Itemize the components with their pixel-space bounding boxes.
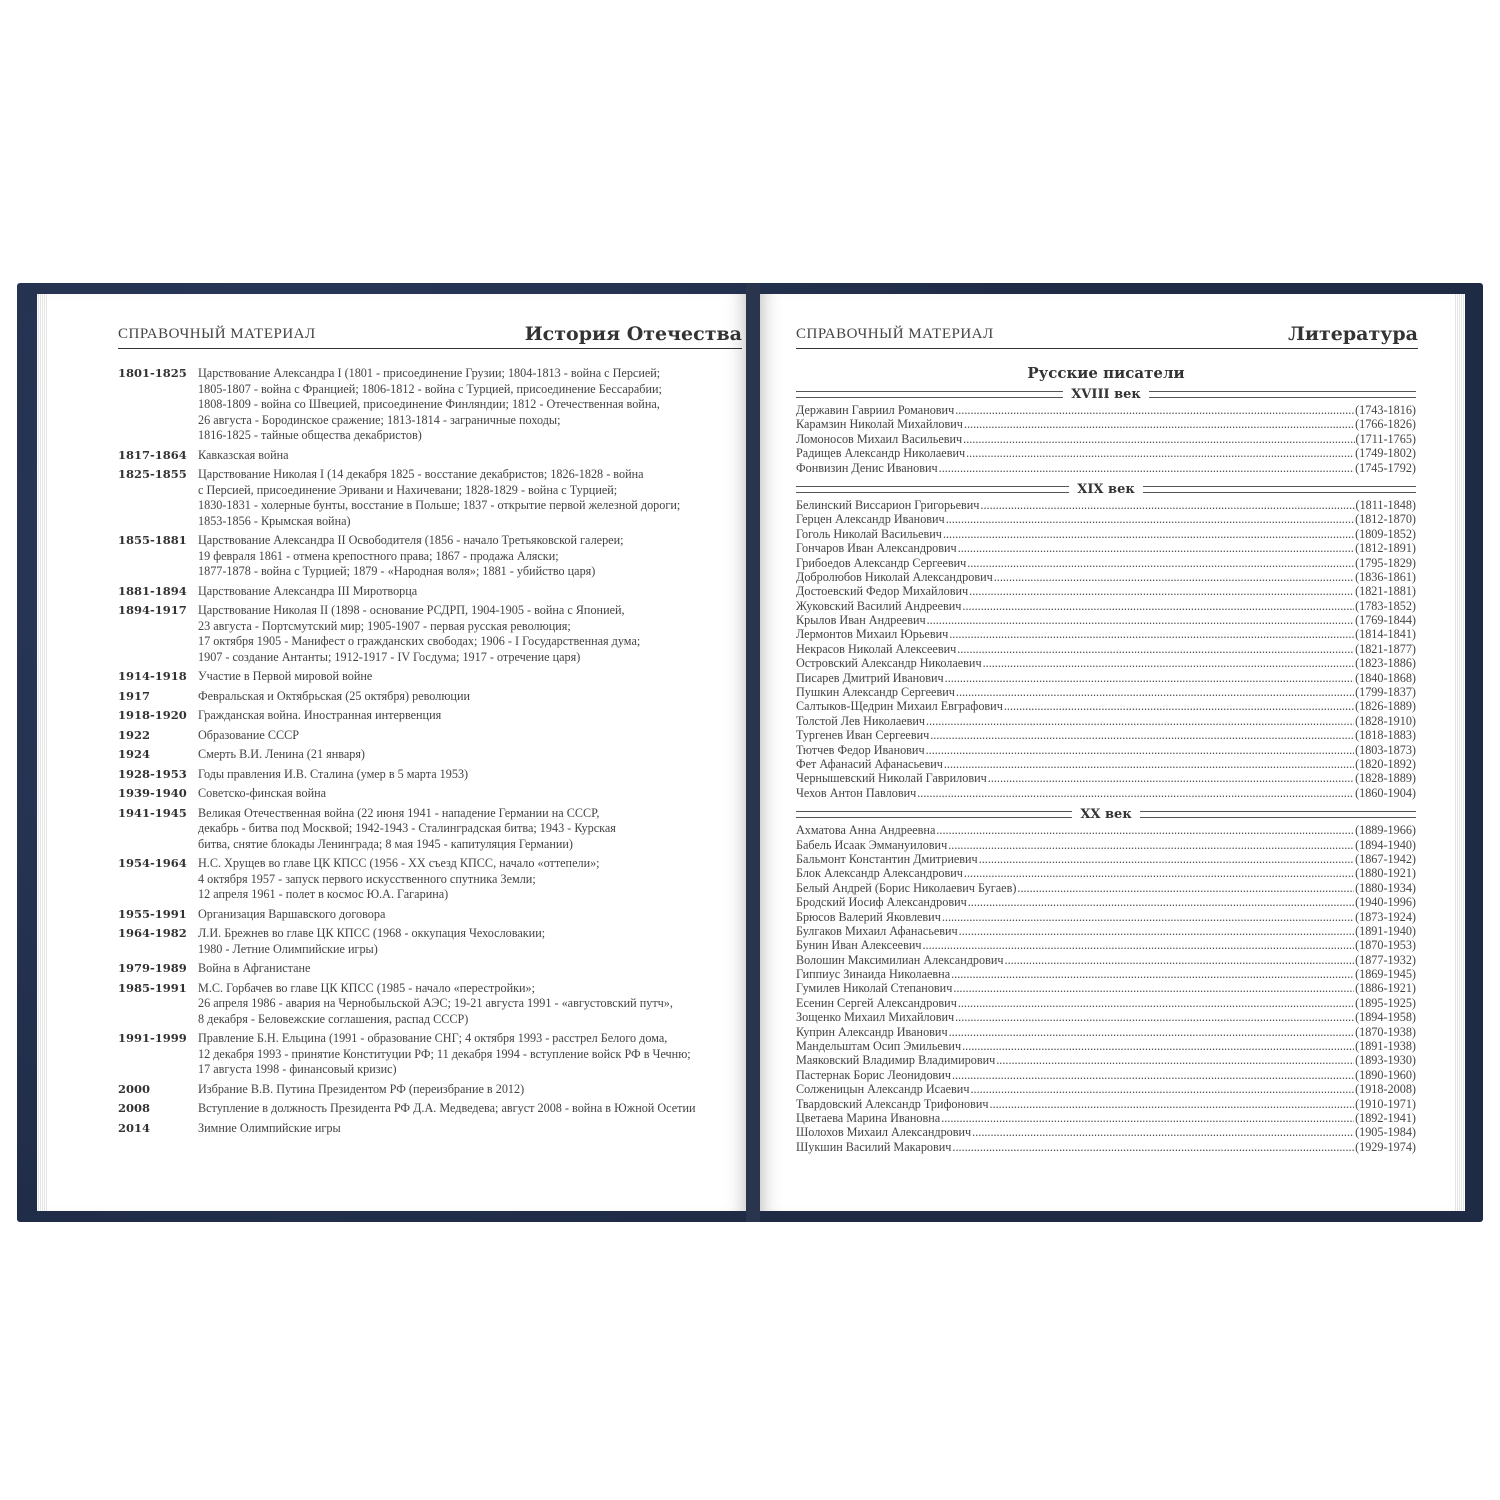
timeline-years: 1941-1945 — [118, 805, 187, 820]
timeline-text: Царствование Николая II (1898 - основание РСДРП, 1904-1905 - война с Японией, 23 августа - Портсмутский мир; 1905-1907 - первая русская революция; 17 октября 1905 - Манифест о гражданских свободах; 1906 - I Государственная дума; 1907 - создание Антанты; 1912-1917 - IV Госдума; 1917 - отречение царя) — [198, 603, 641, 664]
leader-dots — [942, 910, 1354, 924]
leader-dots — [964, 417, 1354, 431]
writer-name: Жуковский Василий Андреевич — [796, 598, 962, 613]
writer-years: (1891-1938) — [1355, 1039, 1416, 1054]
leader-dots — [926, 743, 1354, 757]
writer-years: (1877-1932) — [1355, 952, 1416, 967]
left-page-header — [118, 318, 742, 349]
leader-dots — [996, 1053, 1354, 1067]
writer-name: Тургенев Иван Сергеевич — [796, 728, 930, 743]
writer-row — [796, 1010, 1416, 1024]
timeline-entry — [118, 806, 738, 853]
writers-list — [796, 362, 1416, 1160]
writer-row — [796, 642, 1416, 656]
timeline-entry — [118, 708, 738, 724]
timeline-years: 1801-1825 — [118, 366, 187, 380]
writer-name: Булгаков Михаил Афанасьевич — [796, 923, 958, 938]
leader-dots — [962, 1039, 1354, 1053]
timeline-text: Советско-финская война — [198, 786, 327, 800]
writer-years: (1910-1971) — [1355, 1096, 1416, 1111]
timeline-text: Избрание В.В. Путина Президентом РФ (переизбрание в 2012) — [198, 1081, 525, 1096]
writer-years: (1905-1984) — [1355, 1125, 1416, 1140]
timeline-years: 1894-1917 — [118, 603, 187, 617]
writer-years: (1893-1930) — [1355, 1053, 1416, 1068]
timeline-text: Смерть В.И. Ленина (21 января) — [198, 747, 365, 761]
century-rule — [1140, 811, 1416, 818]
timeline-text: Организация Варшавского договора — [198, 906, 386, 921]
book-spine-gutter — [746, 283, 760, 1222]
timeline-text: Зимние Олимпийские игры — [198, 1120, 341, 1135]
writer-row — [796, 967, 1416, 981]
century-rule — [1149, 391, 1416, 398]
timeline-years: 1939-1940 — [118, 786, 187, 800]
writer-name: Бродский Иосиф Александрович — [796, 895, 967, 910]
writer-name: Добролюбов Николай Александрович — [796, 569, 993, 584]
writer-years: (1711-1765) — [1355, 431, 1416, 446]
leader-dots — [941, 1111, 1354, 1125]
writer-name: Салтыков-Щедрин Михаил Евграфович — [796, 699, 1003, 714]
century-heading — [796, 806, 1416, 823]
century-label: XVIII век — [1071, 387, 1141, 402]
writer-name: Фонвизин Денис Иванович — [796, 460, 938, 475]
writer-years: (1823-1886) — [1355, 656, 1416, 671]
leader-dots — [983, 656, 1354, 670]
leader-dots — [922, 938, 1354, 952]
writer-name: Твардовский Александр Трифонович — [796, 1096, 989, 1111]
leader-dots — [956, 685, 1354, 699]
writer-name: Крылов Иван Андреевич — [796, 613, 926, 628]
writer-name: Волошин Максимилиан Александрович — [796, 952, 1004, 967]
timeline-years: 1825-1855 — [118, 467, 187, 481]
timeline-years: 2014 — [118, 1120, 151, 1135]
timeline-entry — [118, 786, 738, 802]
writer-row — [796, 403, 1416, 417]
timeline-years: 1991-1999 — [118, 1031, 187, 1045]
leader-dots — [958, 541, 1354, 555]
writer-years: (1799-1837) — [1355, 685, 1416, 700]
timeline-text: Вступление в должность Президента РФ Д.А. Медведева; август 2008 - война в Южной Осетии — [198, 1101, 696, 1115]
writer-row — [796, 1097, 1416, 1111]
writer-years: (1749-1802) — [1355, 446, 1416, 461]
writer-row — [796, 446, 1416, 460]
writer-row — [796, 498, 1416, 512]
timeline-text: Участие в Первой мировой войне — [198, 669, 373, 683]
timeline-entry — [118, 533, 738, 580]
writer-row — [796, 714, 1416, 728]
writer-years: (1795-1829) — [1355, 555, 1416, 570]
leader-dots — [951, 967, 1354, 981]
leader-dots — [994, 570, 1354, 584]
left-section-label: СПРАВОЧНЫЙ МАТЕРИАЛ — [118, 326, 316, 342]
writer-name: Толстой Лев Николаевич — [796, 713, 926, 728]
writer-row — [796, 541, 1416, 555]
writer-name: Цветаева Марина Ивановна — [796, 1110, 941, 1125]
writer-row — [796, 613, 1416, 627]
writer-row — [796, 1140, 1416, 1154]
writer-name: Лермонтов Михаил Юрьевич — [796, 627, 949, 642]
writer-name: Ломоносов Михаил Васильевич — [796, 431, 963, 446]
writer-name: Есенин Сергей Александрович — [796, 995, 957, 1010]
writer-row — [796, 556, 1416, 570]
timeline-entry — [118, 1101, 738, 1117]
timeline-entry — [118, 366, 738, 444]
timeline-years: 1917 — [118, 688, 151, 703]
writer-name: Карамзин Николай Михайлович — [796, 417, 963, 432]
timeline-entry — [118, 981, 738, 1028]
writer-row — [796, 938, 1416, 952]
leader-dots — [948, 838, 1354, 852]
writer-row — [796, 699, 1416, 713]
leader-dots — [930, 728, 1354, 742]
writer-row — [796, 771, 1416, 785]
leader-dots — [957, 642, 1354, 656]
timeline-text: Великая Отечественная война (22 июня 1941 - нападение Германии на СССР, декабрь - битва под Москвой; 1942-1943 - Сталинградская битва; 1943 - Курская битва, снятие блокады Ленинграда; 8 мая 1945 - капитуляция Германии) — [198, 805, 616, 851]
writer-row — [796, 852, 1416, 866]
writer-years: (1766-1826) — [1355, 417, 1416, 432]
timeline-years: 1914-1918 — [118, 669, 187, 683]
century-rule — [1143, 486, 1416, 493]
leader-dots — [1017, 881, 1354, 895]
writer-years: (1745-1792) — [1355, 460, 1416, 475]
timeline-text: Годы правления И.В. Сталина (умер в 5 марта 1953) — [198, 766, 469, 781]
writer-years: (1812-1870) — [1355, 512, 1416, 527]
writer-years: (1940-1996) — [1355, 895, 1416, 910]
writer-years: (1892-1941) — [1355, 1110, 1416, 1125]
writer-years: (1818-1883) — [1355, 728, 1416, 743]
timeline-entry — [118, 728, 738, 744]
writer-name: Писарев Дмитрий Иванович — [796, 670, 944, 685]
writer-row — [796, 823, 1416, 837]
leader-dots — [972, 1125, 1354, 1139]
timeline-entry — [118, 767, 738, 783]
writer-row — [796, 656, 1416, 670]
writer-years: (1880-1934) — [1355, 880, 1416, 895]
leader-dots — [955, 403, 1354, 417]
writer-name: Мандельштам Осип Эмильевич — [796, 1039, 962, 1054]
century-rule — [796, 486, 1069, 493]
writer-years: (1828-1910) — [1355, 713, 1416, 728]
century-heading — [796, 386, 1416, 403]
writer-name: Радищев Александр Николаевич — [796, 446, 966, 461]
leader-dots — [990, 1097, 1355, 1111]
leader-dots — [936, 823, 1354, 837]
right-section-label: СПРАВОЧНЫЙ МАТЕРИАЛ — [796, 326, 994, 342]
timeline-years: 1979-1989 — [118, 961, 187, 975]
leader-dots — [927, 613, 1354, 627]
timeline-entry — [118, 747, 738, 763]
writer-years: (1891-1940) — [1355, 923, 1416, 938]
writer-row — [796, 685, 1416, 699]
timeline-entry — [118, 926, 738, 957]
writer-row — [796, 996, 1416, 1010]
writer-name: Брюсов Валерий Яковлевич — [796, 909, 941, 924]
writer-row — [796, 728, 1416, 742]
writer-row — [796, 1111, 1416, 1125]
leader-dots — [970, 1082, 1354, 1096]
writer-years: (1821-1881) — [1355, 584, 1416, 599]
writer-years: (1890-1960) — [1355, 1067, 1416, 1082]
leader-dots — [949, 1025, 1354, 1039]
leader-dots — [988, 771, 1354, 785]
timeline-entry — [118, 467, 738, 529]
right-page-title: Литература — [1288, 323, 1418, 345]
century-heading — [796, 481, 1416, 498]
leader-dots — [966, 446, 1354, 460]
leader-dots — [949, 627, 1354, 641]
writer-name: Ахматова Анна Андреевна — [796, 823, 936, 838]
timeline-text: Л.И. Брежнев во главе ЦК КПСС (1968 - оккупация Чехословакии; 1980 - Летние Олимпийские игры) — [198, 926, 546, 956]
writer-name: Бабель Исаак Эммануилович — [796, 837, 948, 852]
writer-name: Солженицын Александр Исаевич — [796, 1082, 970, 1097]
writer-years: (1836-1861) — [1355, 569, 1416, 584]
timeline-entry — [118, 1082, 738, 1098]
leader-dots — [943, 527, 1354, 541]
writer-row — [796, 417, 1416, 431]
timeline-entry — [118, 856, 738, 903]
timeline-text: Царствование Николая I (14 декабря 1825 - восстание декабристов; 1826-1828 - война с Персией, присоединение Эривани и Нахичевани; 1828-1829 - война с Турцией; 1830-1831 - холерные бунты, восстание в Польше; 1837 - открытие первой железной дороги; 1853-1856 - Крымская война) — [198, 467, 681, 528]
leader-dots — [1005, 953, 1355, 967]
writer-row — [796, 953, 1416, 967]
writer-years: (1873-1924) — [1355, 909, 1416, 924]
writer-name: Чехов Антон Павлович — [796, 785, 917, 800]
writer-years: (1870-1953) — [1355, 938, 1416, 953]
writer-row — [796, 512, 1416, 526]
leader-dots — [946, 512, 1354, 526]
writer-years: (1812-1891) — [1355, 541, 1416, 556]
leader-dots — [953, 981, 1354, 995]
writer-years: (1803-1873) — [1355, 742, 1416, 757]
timeline-text: Царствование Александра I (1801 - присоединение Грузии; 1804-1813 - война с Персией; 1805-1807 - война с Францией; 1806-1812 - война с Турцией, присоединение Бессарабии; 1808-1809 - война со Швецией, присоединение Финляндии; 1812 - Отечественная война, 26 августа - Бородинское сражение; 1813-1814 - заграничные походы; 1816-1825 - тайные общества декабристов) — [198, 366, 662, 442]
timeline-years: 1928-1953 — [118, 766, 187, 781]
timeline-entry — [118, 669, 738, 685]
writer-years: (1869-1945) — [1355, 967, 1416, 982]
writer-years: (1886-1921) — [1355, 981, 1416, 996]
writer-row — [796, 1039, 1416, 1053]
writer-years: (1783-1852) — [1355, 598, 1416, 613]
timeline-text: Правление Б.Н. Ельцина (1991 - образование СНГ; 4 октября 1993 - расстрел Белого дома, 12 декабря 1993 - принятие Конституции РФ; 11 декабря 1994 - вступление войск РФ в Чечню; 17 августа 1998 - финансовый кризис) — [198, 1031, 691, 1076]
writer-name: Некрасов Николай Алексеевич — [796, 641, 957, 656]
timeline-text: Война в Афганистане — [198, 961, 311, 975]
writer-row — [796, 432, 1416, 446]
writer-name: Гумилев Николай Степанович — [796, 981, 953, 996]
writer-row — [796, 1125, 1416, 1139]
timeline-years: 1922 — [118, 727, 151, 742]
writer-years: (1809-1852) — [1355, 526, 1416, 541]
writer-name: Маяковский Владимир Владимирович — [796, 1053, 996, 1068]
leader-dots — [968, 895, 1354, 909]
writer-name: Герцен Александр Иванович — [796, 512, 945, 527]
right-page-edges — [1455, 294, 1465, 1211]
leader-dots — [958, 996, 1354, 1010]
history-timeline — [118, 366, 738, 1140]
writer-years: (1894-1958) — [1355, 1010, 1416, 1025]
timeline-text: Гражданская война. Иностранная интервенция — [198, 708, 442, 722]
century-label: XIX век — [1077, 481, 1135, 497]
writer-row — [796, 910, 1416, 924]
writer-name: Гиппиус Зинаида Николаевна — [796, 967, 951, 982]
timeline-years: 2000 — [118, 1081, 151, 1096]
timeline-years: 1918-1920 — [118, 708, 187, 722]
writer-name: Фет Афанасий Афанасьевич — [796, 756, 943, 771]
century-writers — [796, 498, 1416, 800]
leader-dots — [969, 584, 1354, 598]
writer-name: Белинский Виссарион Григорьевич — [796, 497, 980, 512]
writer-name: Куприн Александр Иванович — [796, 1024, 948, 1039]
leader-dots — [963, 432, 1354, 446]
writer-name: Державин Гавриил Романович — [796, 403, 955, 417]
leader-dots — [926, 714, 1354, 728]
leader-dots — [1004, 699, 1354, 713]
timeline-years: 1964-1982 — [118, 926, 187, 940]
writer-row — [796, 924, 1416, 938]
leader-dots — [967, 556, 1354, 570]
writer-row — [796, 1025, 1416, 1039]
writer-name: Белый Андрей (Борис Николаевич Бугаев) — [796, 880, 1017, 895]
writer-years: (1821-1877) — [1355, 641, 1416, 656]
writer-row — [796, 1082, 1416, 1096]
writer-years: (1840-1868) — [1355, 670, 1416, 685]
writer-row — [796, 1053, 1416, 1067]
writer-name: Зощенко Михаил Михайлович — [796, 1010, 955, 1025]
timeline-entry — [118, 961, 738, 977]
writer-row — [796, 786, 1416, 800]
writer-years: (1743-1816) — [1355, 403, 1416, 417]
writer-years: (1894-1940) — [1355, 837, 1416, 852]
writer-years: (1918-2008) — [1355, 1082, 1416, 1097]
left-page-title: История Отечества — [524, 323, 742, 345]
leader-dots — [955, 1010, 1354, 1024]
timeline-entry — [118, 603, 738, 665]
century-writers — [796, 403, 1416, 475]
writer-row — [796, 584, 1416, 598]
writer-row — [796, 461, 1416, 475]
writer-name: Чернышевский Николай Гаврилович — [796, 771, 987, 786]
writer-row — [796, 757, 1416, 771]
writer-name: Шукшин Василий Макарович — [796, 1139, 952, 1154]
century-rule — [796, 391, 1063, 398]
timeline-years: 1881-1894 — [118, 583, 187, 598]
writer-name: Гоголь Николай Васильевич — [796, 526, 942, 541]
writer-name: Бальмонт Константин Дмитриевич — [796, 851, 978, 866]
writer-name: Блок Александр Александрович — [796, 866, 963, 881]
writer-years: (1889-1966) — [1355, 823, 1416, 838]
timeline-years: 1817-1864 — [118, 447, 187, 462]
writer-years: (1820-1892) — [1355, 756, 1416, 771]
writer-years: (1870-1938) — [1355, 1024, 1416, 1039]
century-writers — [796, 823, 1416, 1154]
writer-name: Тютчев Федор Иванович — [796, 742, 925, 757]
timeline-text: Царствование Александра II Освободителя (1856 - начало Третьяковской галереи; 19 февраля 1861 - отмена крепостного права; 1867 - продажа Аляски; 1877-1878 - война с Турцией; 1879 - «Народная воля»; 1881 - убийство царя) — [198, 533, 624, 578]
leader-dots — [962, 599, 1354, 613]
writer-row — [796, 838, 1416, 852]
leader-dots — [917, 786, 1354, 800]
writer-years: (1895-1925) — [1355, 995, 1416, 1010]
timeline-entry — [118, 1121, 738, 1137]
timeline-years: 1855-1881 — [118, 533, 187, 547]
writer-row — [796, 743, 1416, 757]
leader-dots — [959, 924, 1354, 938]
century-label: XX век — [1080, 807, 1132, 823]
timeline-years: 1955-1991 — [118, 906, 187, 921]
writer-name: Достоевский Федор Михайлович — [796, 584, 969, 599]
writer-years: (1860-1904) — [1355, 785, 1416, 800]
timeline-text: Кавказская война — [198, 447, 289, 462]
timeline-years: 1924 — [118, 747, 151, 761]
writer-years: (1828-1889) — [1355, 771, 1416, 786]
writer-name: Гончаров Иван Александрович — [796, 541, 957, 556]
writer-name: Пастернак Борис Леонидович — [796, 1067, 951, 1082]
timeline-text: Образование СССР — [198, 727, 300, 742]
right-page-header — [796, 318, 1418, 349]
leader-dots — [939, 461, 1354, 475]
timeline-years: 1954-1964 — [118, 856, 187, 870]
leader-dots — [964, 866, 1354, 880]
leader-dots — [945, 671, 1354, 685]
leader-dots — [980, 498, 1354, 512]
leader-dots — [979, 852, 1354, 866]
timeline-entry — [118, 584, 738, 600]
writers-list-title: Русские писатели — [1027, 364, 1185, 382]
writer-years: (1880-1921) — [1355, 866, 1416, 881]
leader-dots — [952, 1068, 1354, 1082]
leader-dots — [944, 757, 1354, 771]
writer-years: (1867-1942) — [1355, 851, 1416, 866]
timeline-text: М.С. Горбачев во главе ЦК КПСС (1985 - начало «перестройки»; 26 апреля 1986 - авария на Чернобыльской АЭС; 19-21 августа 1991 - «августовский путч», 8 декабря - Беловежские соглашения, распад СССР) — [198, 980, 673, 1026]
writer-years: (1769-1844) — [1355, 613, 1416, 628]
timeline-text: Н.С. Хрущев во главе ЦК КПСС (1956 - XX съезд КПСС, начало «оттепели»; 4 октября 1957 - запуск первого искусственного спутника Земли; 12 апреля 1961 - полет в космос Ю.А. Гагарина) — [198, 856, 600, 901]
writer-name: Грибоедов Александр Сергеевич — [796, 555, 967, 570]
writer-row — [796, 627, 1416, 641]
timeline-text: Февральская и Октябрьская (25 октября) революции — [198, 688, 470, 703]
writer-row — [796, 671, 1416, 685]
century-rule — [796, 811, 1072, 818]
timeline-entry — [118, 448, 738, 464]
writer-row — [796, 981, 1416, 995]
writer-name: Пушкин Александр Сергеевич — [796, 685, 955, 700]
leader-dots — [952, 1140, 1354, 1154]
writer-row — [796, 881, 1416, 895]
writer-years: (1814-1841) — [1355, 627, 1416, 642]
writer-row — [796, 866, 1416, 880]
timeline-entry — [118, 907, 738, 923]
writer-row — [796, 1068, 1416, 1082]
writer-row — [796, 527, 1416, 541]
writer-years: (1826-1889) — [1355, 699, 1416, 714]
writer-row — [796, 895, 1416, 909]
timeline-entry — [118, 689, 738, 705]
writer-years: (1811-1848) — [1355, 497, 1416, 512]
writer-row — [796, 599, 1416, 613]
writer-name: Островский Александр Николаевич — [796, 656, 982, 671]
timeline-years: 1985-1991 — [118, 980, 187, 995]
timeline-entry — [118, 1031, 738, 1078]
timeline-text: Царствование Александра III Миротворца — [198, 583, 418, 598]
writer-name: Бунин Иван Алексеевич — [796, 938, 922, 953]
writer-years: (1929-1974) — [1355, 1139, 1416, 1154]
timeline-years: 2008 — [118, 1101, 151, 1115]
writer-row — [796, 570, 1416, 584]
left-page-edges — [37, 294, 47, 1211]
writer-name: Шолохов Михаил Александрович — [796, 1125, 972, 1140]
